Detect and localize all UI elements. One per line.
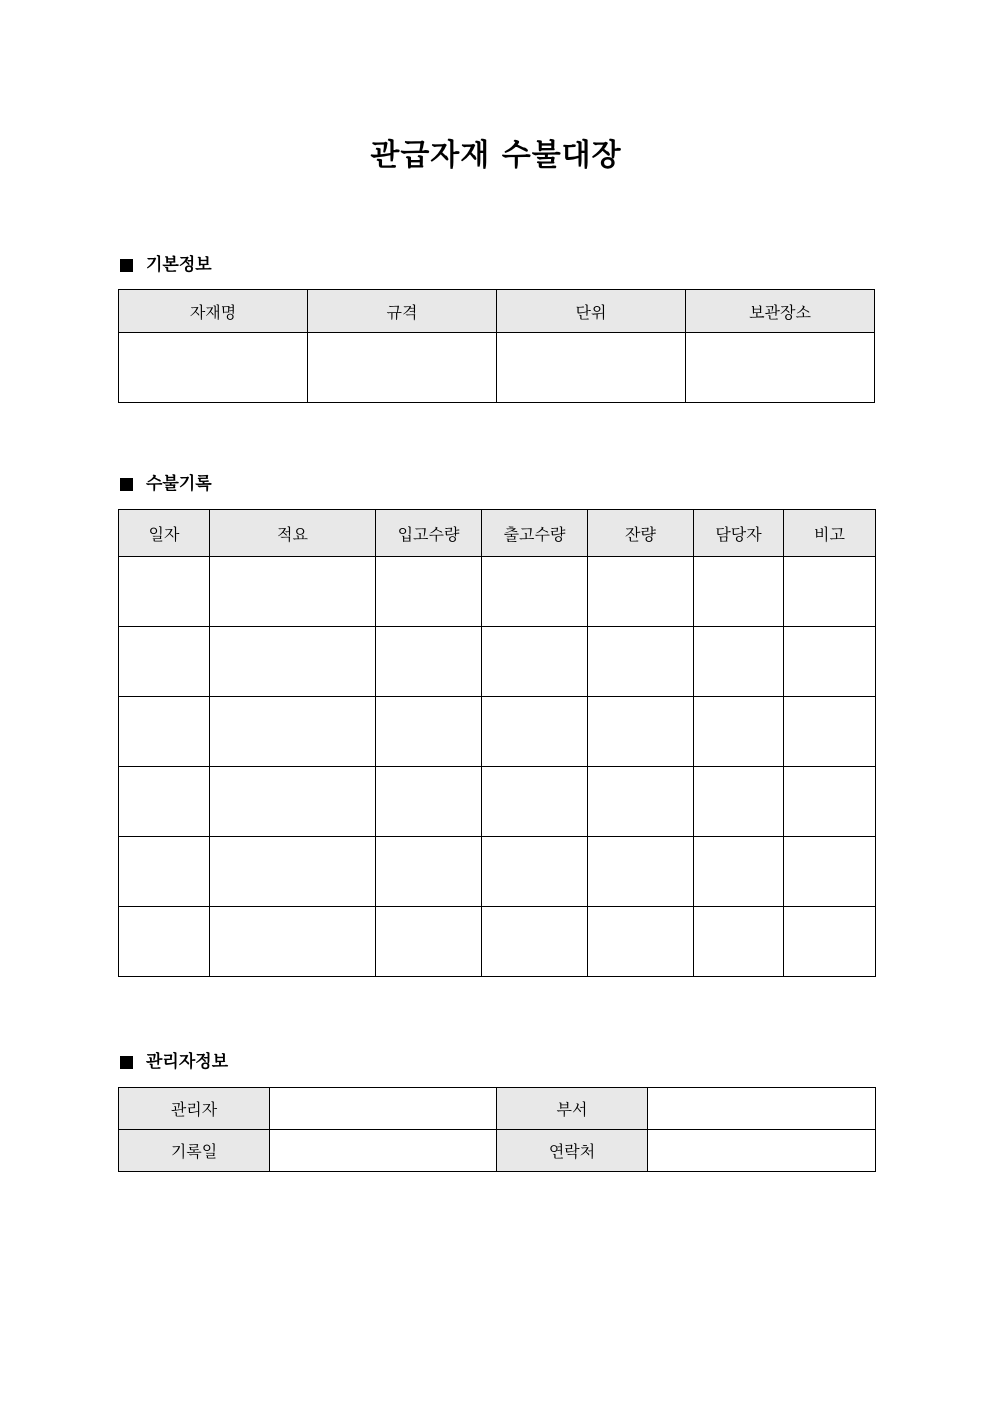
received-qty-cell[interactable]	[376, 767, 482, 837]
column-header-summary: 적요	[210, 510, 376, 557]
document-title: 관급자재 수불대장	[370, 138, 622, 173]
issued-qty-cell[interactable]	[482, 697, 588, 767]
table-row	[119, 557, 876, 627]
column-header-unit: 단위	[497, 290, 686, 333]
remarks-cell[interactable]	[784, 837, 876, 907]
summary-cell[interactable]	[210, 767, 376, 837]
section-heading-label: 기본정보	[146, 255, 212, 275]
table-row	[119, 1130, 876, 1172]
balance-cell[interactable]	[588, 907, 694, 977]
square-bullet-icon	[120, 478, 133, 491]
table-row	[119, 697, 876, 767]
received-qty-cell[interactable]	[376, 557, 482, 627]
remarks-cell[interactable]	[784, 907, 876, 977]
date-cell[interactable]	[119, 627, 210, 697]
table-row	[119, 907, 876, 977]
square-bullet-icon	[120, 1056, 133, 1069]
date-cell[interactable]	[119, 557, 210, 627]
section-heading-label: 관리자정보	[146, 1052, 229, 1072]
summary-cell[interactable]	[210, 837, 376, 907]
remarks-cell[interactable]	[784, 627, 876, 697]
label-manager: 관리자	[119, 1088, 270, 1130]
remarks-cell[interactable]	[784, 557, 876, 627]
balance-cell[interactable]	[588, 767, 694, 837]
column-header-issued-qty: 출고수량	[482, 510, 588, 557]
column-header-storage-location: 보관장소	[686, 290, 875, 333]
received-qty-cell[interactable]	[376, 907, 482, 977]
material-name-cell[interactable]	[119, 333, 308, 403]
column-header-material-name: 자재명	[119, 290, 308, 333]
date-cell[interactable]	[119, 837, 210, 907]
person-in-charge-cell[interactable]	[694, 697, 784, 767]
square-bullet-icon	[120, 259, 133, 272]
date-cell[interactable]	[119, 907, 210, 977]
date-cell[interactable]	[119, 767, 210, 837]
issued-qty-cell[interactable]	[482, 627, 588, 697]
summary-cell[interactable]	[210, 627, 376, 697]
person-in-charge-cell[interactable]	[694, 837, 784, 907]
table-row	[119, 627, 876, 697]
balance-cell[interactable]	[588, 627, 694, 697]
column-header-date: 일자	[119, 510, 210, 557]
column-header-balance: 잔량	[588, 510, 694, 557]
balance-cell[interactable]	[588, 557, 694, 627]
table-header-row	[119, 290, 875, 333]
table-row	[119, 837, 876, 907]
basic-info-table	[118, 289, 875, 403]
manager-value-cell[interactable]	[270, 1088, 497, 1130]
balance-cell[interactable]	[588, 697, 694, 767]
remarks-cell[interactable]	[784, 697, 876, 767]
person-in-charge-cell[interactable]	[694, 557, 784, 627]
summary-cell[interactable]	[210, 907, 376, 977]
department-value-cell[interactable]	[648, 1088, 876, 1130]
section-heading-manager-info	[118, 1051, 228, 1073]
remarks-cell[interactable]	[784, 767, 876, 837]
storage-location-cell[interactable]	[686, 333, 875, 403]
label-record-date: 기록일	[119, 1130, 270, 1172]
table-row	[119, 767, 876, 837]
label-contact: 연락처	[497, 1130, 648, 1172]
specification-cell[interactable]	[308, 333, 497, 403]
table-row	[119, 1088, 876, 1130]
record-date-value-cell[interactable]	[270, 1130, 497, 1172]
records-table	[118, 509, 876, 977]
section-heading-label: 수불기록	[146, 474, 212, 494]
received-qty-cell[interactable]	[376, 627, 482, 697]
label-department: 부서	[497, 1088, 648, 1130]
summary-cell[interactable]	[210, 697, 376, 767]
person-in-charge-cell[interactable]	[694, 767, 784, 837]
column-header-remarks: 비고	[784, 510, 876, 557]
table-row	[119, 333, 875, 403]
unit-cell[interactable]	[497, 333, 686, 403]
section-heading-basic-info	[118, 254, 212, 276]
column-header-specification: 규격	[308, 290, 497, 333]
received-qty-cell[interactable]	[376, 697, 482, 767]
issued-qty-cell[interactable]	[482, 837, 588, 907]
person-in-charge-cell[interactable]	[694, 907, 784, 977]
person-in-charge-cell[interactable]	[694, 627, 784, 697]
date-cell[interactable]	[119, 697, 210, 767]
table-header-row	[119, 510, 876, 557]
column-header-received-qty: 입고수량	[376, 510, 482, 557]
section-heading-records	[118, 473, 212, 495]
contact-value-cell[interactable]	[648, 1130, 876, 1172]
manager-info-table	[118, 1087, 876, 1172]
issued-qty-cell[interactable]	[482, 907, 588, 977]
issued-qty-cell[interactable]	[482, 767, 588, 837]
balance-cell[interactable]	[588, 837, 694, 907]
received-qty-cell[interactable]	[376, 837, 482, 907]
column-header-person-in-charge: 담당자	[694, 510, 784, 557]
summary-cell[interactable]	[210, 557, 376, 627]
issued-qty-cell[interactable]	[482, 557, 588, 627]
